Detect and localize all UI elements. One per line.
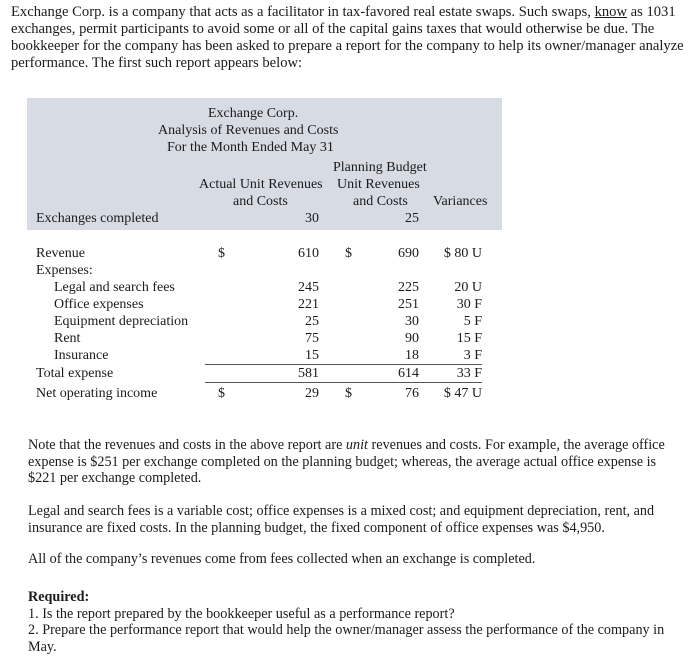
expense-planning-legal: 225 bbox=[398, 280, 419, 295]
exchanges-actual: 30 bbox=[305, 211, 319, 226]
net-income-planning-dollar: $ bbox=[345, 386, 352, 401]
note-unit-costs: Note that the revenues and costs in the above report are unit revenues and costs. For example, the average office expense is $251 per exchange completed on the planning budget; whereas, the average actual office expense is $221 per exchange completed. bbox=[28, 437, 665, 486]
total-expense-label: Total expense bbox=[36, 366, 114, 381]
expense-planning-depreciation: 30 bbox=[405, 314, 419, 329]
know-word: know bbox=[594, 4, 627, 20]
expense-label-insurance: Insurance bbox=[54, 348, 109, 363]
total-expense-planning: 614 bbox=[398, 366, 419, 381]
actual-header-line2: and Costs bbox=[233, 194, 288, 209]
revenue-actual-dollar: $ bbox=[218, 246, 225, 261]
expense-variance-legal: 20 U bbox=[454, 280, 482, 295]
expense-planning-rent: 90 bbox=[405, 331, 419, 346]
variances-header: Variances bbox=[433, 194, 488, 209]
subtotal-rule bbox=[205, 364, 482, 365]
question-1: 1. Is the report prepared by the bookkeeper useful as a performance report? bbox=[28, 605, 455, 622]
expense-variance-depreciation: 5 F bbox=[463, 314, 482, 329]
expense-label-rent: Rent bbox=[54, 331, 81, 346]
planning-header-line3: and Costs bbox=[353, 194, 408, 209]
net-income-planning: 76 bbox=[405, 386, 419, 401]
expense-planning-insurance: 18 bbox=[405, 348, 419, 363]
revenue-actual: 610 bbox=[298, 246, 319, 261]
net-income-actual-dollar: $ bbox=[218, 386, 225, 401]
performance-report-table bbox=[27, 98, 502, 408]
net-income-label: Net operating income bbox=[36, 386, 158, 401]
total-expense-actual: 581 bbox=[298, 366, 319, 381]
expense-actual-insurance: 15 bbox=[305, 348, 319, 363]
intro-paragraph: Exchange Corp. is a company that acts as a facilitator in tax-favored real estate swaps. Such swaps, know as 1031 exchanges, permit participants to avoid some or all of the capital gains taxes that would otherwise be due. The bookkeeper for the company has been asked to prepare a report for the company to help its owner/manager analyze performance. The first such report appears below: bbox=[11, 4, 684, 71]
expense-actual-depreciation: 25 bbox=[305, 314, 319, 329]
expense-variance-insurance: 3 F bbox=[463, 348, 482, 363]
revenue-label: Revenue bbox=[36, 246, 85, 261]
exchanges-label: Exchanges completed bbox=[36, 211, 159, 226]
expense-actual-rent: 75 bbox=[305, 331, 319, 346]
exchanges-planning: 25 bbox=[405, 211, 419, 226]
expense-label-depreciation: Equipment depreciation bbox=[54, 314, 189, 329]
planning-header-line2: Unit Revenues bbox=[337, 177, 420, 192]
note-revenue-source: All of the company’s revenues come from fees collected when an exchange is completed. bbox=[28, 551, 536, 567]
required-section bbox=[28, 589, 668, 655]
expenses-label: Expenses: bbox=[36, 263, 93, 278]
actual-header-line1: Actual Unit Revenues bbox=[199, 177, 323, 192]
question-2: 2. Prepare the performance report that would help the owner/manager assess the performance of the company in May. bbox=[28, 622, 665, 655]
report-subtitle: Analysis of Revenues and Costs bbox=[158, 123, 339, 138]
expense-actual-legal: 245 bbox=[298, 280, 319, 295]
expense-label-legal: Legal and search fees bbox=[54, 280, 175, 295]
net-income-variance: $ 47 U bbox=[443, 386, 482, 401]
expense-planning-office: 251 bbox=[398, 297, 419, 312]
total-expense-variance: 33 F bbox=[456, 366, 482, 381]
expense-actual-office: 221 bbox=[298, 297, 319, 312]
report-period: For the Month Ended May 31 bbox=[167, 140, 334, 155]
total-rule bbox=[205, 382, 482, 383]
expense-variance-rent: 15 F bbox=[456, 331, 482, 346]
net-income-actual: 29 bbox=[305, 386, 319, 401]
revenue-variance: $ 80 U bbox=[443, 246, 482, 261]
unit-word: unit bbox=[345, 437, 368, 453]
revenue-planning: 690 bbox=[398, 246, 419, 261]
report-title: Exchange Corp. bbox=[208, 106, 299, 121]
expense-label-office: Office expenses bbox=[54, 297, 144, 312]
required-title: Required: bbox=[28, 589, 90, 605]
note-cost-behavior: Legal and search fees is a variable cost; office expenses is a mixed cost; and equipment depreciation, rent, and insurance are fixed costs. In the planning budget, the fixed component of office expenses was $4,950. bbox=[28, 503, 655, 536]
planning-budget-header: Planning Budget bbox=[333, 160, 427, 175]
revenue-planning-dollar: $ bbox=[345, 246, 352, 261]
expense-variance-office: 30 F bbox=[456, 297, 482, 312]
